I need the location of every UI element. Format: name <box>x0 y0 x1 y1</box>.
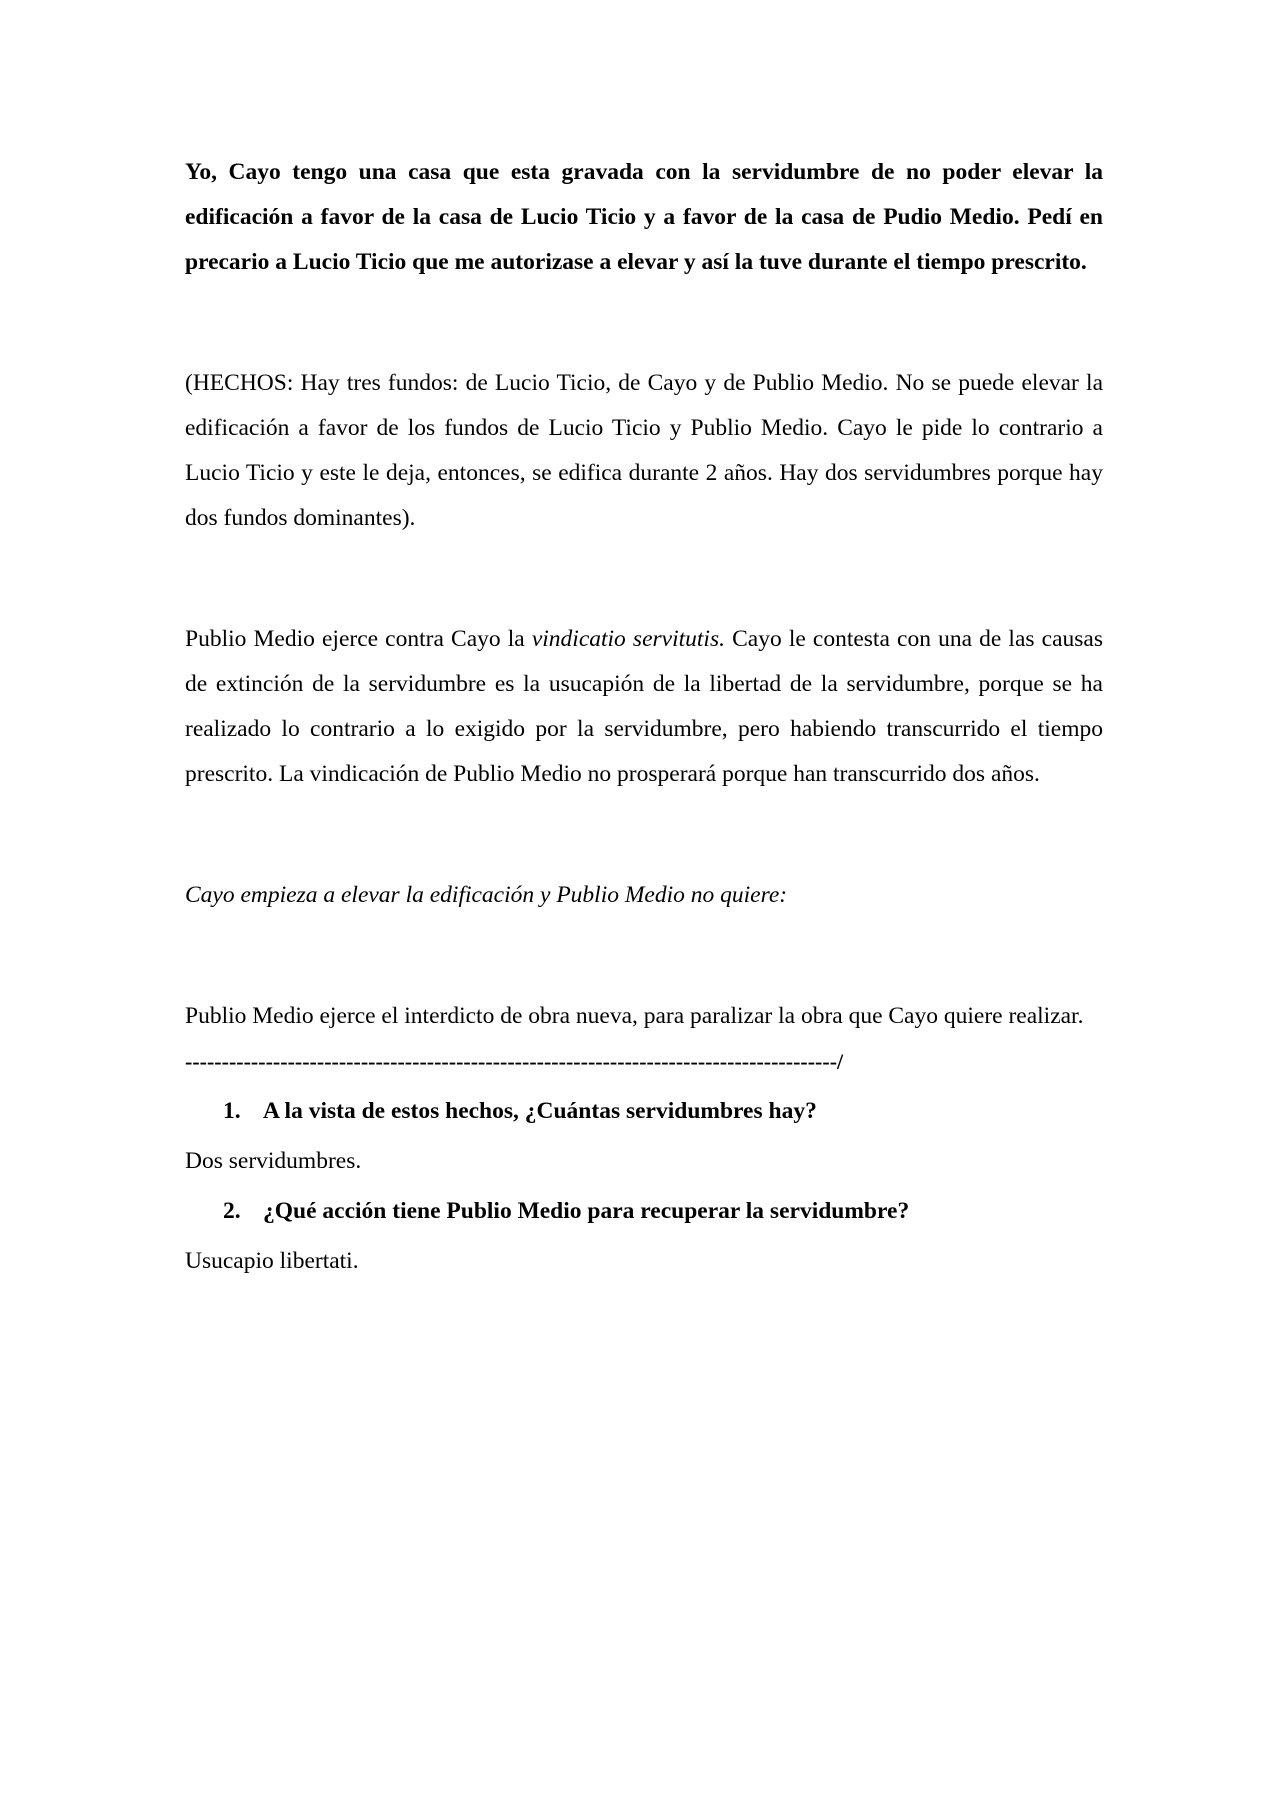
separator-line: -----------------------------------------------------------------------------------------/ <box>185 1049 844 1074</box>
analysis-latin-term: vindicatio servitutis. <box>531 626 725 652</box>
interdict-paragraph: Publio Medio ejerce el interdicto de obra nueva, para paralizar la obra que Cayo quiere realizar. <box>185 1003 1084 1029</box>
question-item <box>185 1186 1103 1236</box>
analysis-paragraph <box>185 617 1103 797</box>
answer-text: Usucapio libertati. <box>185 1248 359 1274</box>
analysis-text-after: Cayo le contesta con una de las causas de extinción de la servidumbre es la usucapión de la libertad de la servidumbre, porque se ha realizado lo contrario a lo exigido por la servidumbre, pero habiendo transcurrido el tiempo prescrito. La vindicación de Publio Medio no prosperará porque han transcurrido dos años. <box>185 626 1103 787</box>
question-item <box>185 1086 1103 1136</box>
analysis-text-before: Publio Medio ejerce contra Cayo la <box>185 626 532 652</box>
facts-paragraph: (HECHOS: Hay tres fundos: de Lucio Ticio, de Cayo y de Publio Medio. No se puede elevar la edificación a favor de los fundos de Lucio Ticio y Publio Medio. Cayo le pide lo contrario a Lucio Ticio y este le deja, entonces, se edifica durante 2 años. Hay dos servidumbres porque hay dos fundos dominantes). <box>185 370 1103 531</box>
question-number: 1. <box>223 1098 241 1124</box>
answer-text: Dos servidumbres. <box>185 1148 362 1174</box>
question-text: A la vista de estos hechos, ¿Cuántas servidumbres hay? <box>263 1098 817 1124</box>
question-text: ¿Qué acción tiene Publio Medio para recuperar la servidumbre? <box>263 1198 910 1224</box>
cayo-heading: Cayo empieza a elevar la edificación y Publio Medio no quiere: <box>185 882 788 908</box>
intro-paragraph: Yo, Cayo tengo una casa que esta gravada con la servidumbre de no poder elevar la edificación a favor de la casa de Lucio Ticio y a favor de la casa de Pudio Medio. Pedí en precario a Lucio Ticio que me autorizase a elevar y así la tuve durante el tiempo prescrito. <box>185 159 1103 275</box>
question-number: 2. <box>223 1198 241 1224</box>
question-list <box>185 1086 1103 1286</box>
document-page <box>185 150 1103 1286</box>
